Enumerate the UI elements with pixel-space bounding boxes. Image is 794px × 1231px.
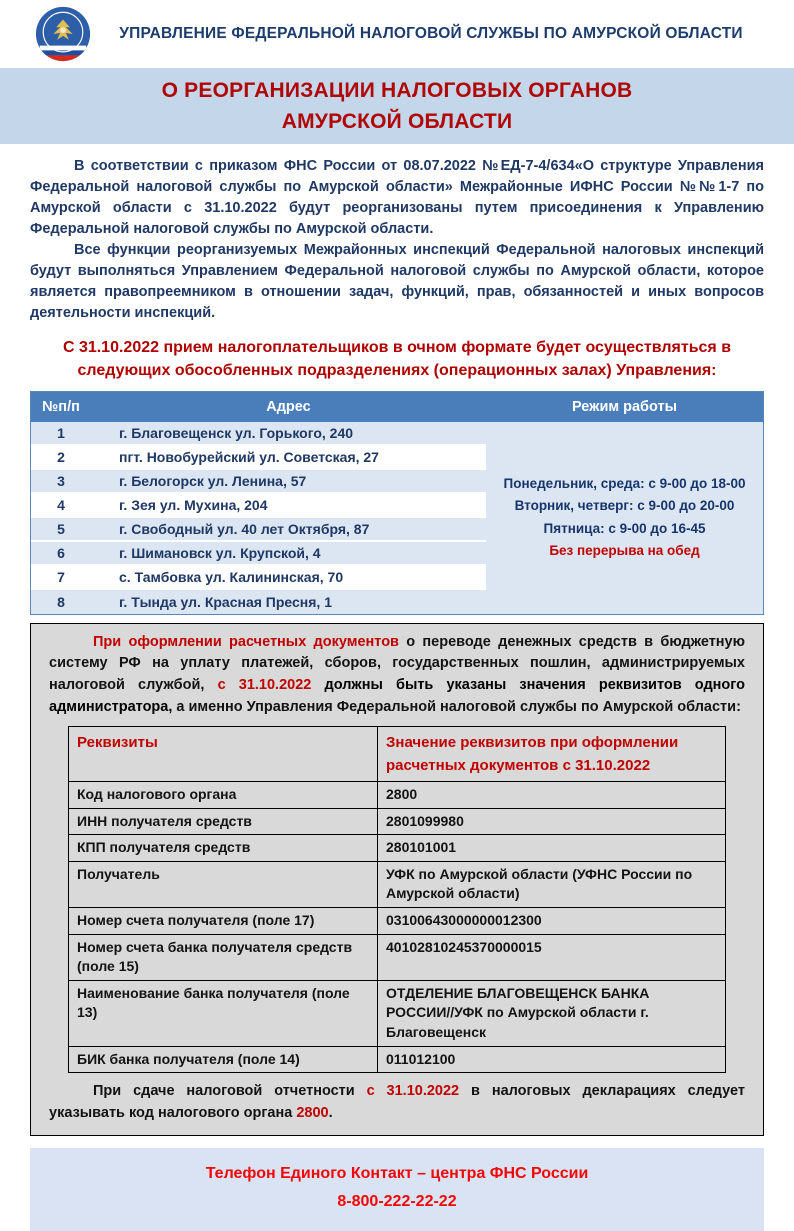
office-address: г. Шимановск ул. Крупской, 4 [119, 544, 321, 561]
closing-red-1: с 31.10.2022 [366, 1083, 460, 1100]
office-address: г. Благовещенск ул. Горького, 240 [119, 424, 354, 441]
requisite-value: УФК по Амурской области (УФНС России по Амурской области) [378, 861, 726, 907]
contact-center-label: Телефон Единого Контакт – центра ФНС России [205, 1164, 589, 1182]
requisite-value: 2801099980 [378, 808, 726, 835]
office-row [31, 566, 486, 590]
requisite-value: 2800 [378, 782, 726, 809]
office-num: 5 [57, 520, 65, 537]
requisite-label: БИК банка получателя (поле 14) [69, 1046, 378, 1073]
footer-banner [30, 1148, 764, 1231]
office-row [31, 542, 486, 566]
requisite-value: ОТДЕЛЕНИЕ БЛАГОВЕЩЕНСК БАНКА РОССИИ//УФК по Амурской области г. Благовещенск [378, 980, 726, 1046]
office-address: пгт. Новобурейский ул. Советская, 27 [119, 448, 379, 465]
office-row [31, 446, 486, 470]
requisite-row [69, 934, 726, 980]
requisite-label: ИНН получателя средств [69, 808, 378, 835]
office-row [31, 518, 486, 542]
office-num: 4 [57, 496, 65, 513]
office-num: 1 [57, 424, 65, 441]
reception-heading: С 31.10.2022 прием налогоплательщиков в очном формате будет осуществляться в следующих обособленных подразделениях (операционных залах) Управления: [62, 339, 732, 380]
office-row [31, 590, 486, 614]
requisite-label: КПП получателя средств [69, 835, 378, 862]
office-row [31, 422, 486, 446]
requisites-header-label: Реквизиты [69, 726, 378, 782]
requisite-row [69, 980, 726, 1046]
col-header-num: №п/п [42, 398, 80, 415]
requisite-label: Получатель [69, 861, 378, 907]
requisites-header-value: Значение реквизитов при оформлении расчетных документов с 31.10.2022 [378, 726, 726, 782]
requisite-label: Наименование банка получателя (поле 13) [69, 980, 378, 1046]
requisites-table [68, 726, 726, 1074]
office-address: г. Тында ул. Красная Пресня, 1 [119, 593, 332, 610]
closing-text-3: . [328, 1104, 333, 1121]
requisite-row [69, 782, 726, 809]
office-row [31, 470, 486, 494]
requisite-value: 280101001 [378, 835, 726, 862]
payment-intro-red-2: с 31.10.2022 [217, 677, 312, 693]
title-banner [0, 68, 794, 144]
offices-table [30, 391, 764, 615]
payment-intro-bold-1: должны быть указаны значения реквизитов одного администратора, [49, 677, 745, 715]
requisite-row [69, 1046, 726, 1073]
offices-table-header [31, 392, 763, 422]
requisite-label: Номер счета получателя (поле 17) [69, 907, 378, 934]
office-address: г. Зея ул. Мухина, 204 [119, 496, 268, 513]
requisite-row [69, 808, 726, 835]
payment-intro-paragraph [49, 632, 745, 719]
schedule-line-2: Вторник, четверг: с 9-00 до 20-00 [514, 498, 735, 514]
intro-paragraph-2: Все функции реорганизуемых Межрайонных инспекций Федеральной налоговых инспекций будут выполняться Управлением Федеральной налоговой службы по Амурской области, которое является правопреемником в отношении задач, функций, прав, обязанностей и иных вопросов деятельности инспекций. [30, 242, 764, 322]
schedule-line-3: Пятница: с 9-00 до 16-45 [543, 520, 706, 536]
contact-center-phone: 8-800-222-22-22 [337, 1193, 457, 1211]
requisites-header-row [69, 726, 726, 782]
office-num: 3 [57, 472, 65, 489]
requisite-row [69, 861, 726, 907]
schedule-cell [486, 422, 763, 614]
requisite-label: Номер счета банка получателя средств (поле 15) [69, 934, 378, 980]
header [0, 0, 794, 68]
requisite-value: 011012100 [378, 1046, 726, 1073]
intro-section [0, 144, 794, 383]
payment-intro-text-1: о переводе денежных средств в бюджетную систему РФ на уплату платежей, сборов, государственных пошлин, администрируемых налоговой службой, [49, 633, 745, 693]
office-num: 7 [57, 568, 65, 585]
schedule-line-1: Понедельник, среда: с 9-00 до 18-00 [503, 475, 746, 491]
requisite-label: Код налогового органа [69, 782, 378, 809]
office-address: г. Белогорск ул. Ленина, 57 [119, 472, 307, 489]
closing-red-2: 2800 [296, 1104, 329, 1121]
requisite-row [69, 907, 726, 934]
office-address: г. Свободный ул. 40 лет Октября, 87 [119, 520, 370, 537]
office-num: 8 [57, 593, 65, 610]
closing-text-2: в налоговых декларациях следует указывать код налогового органа [49, 1083, 745, 1121]
payment-intro-red-1: При оформлении расчетных документов [93, 633, 399, 650]
col-header-address: Адрес [266, 398, 311, 415]
org-title: УПРАВЛЕНИЕ ФЕДЕРАЛЬНОЙ НАЛОГОВОЙ СЛУЖБЫ ПО АМУРСКОЙ ОБЛАСТИ [119, 25, 743, 42]
col-header-schedule: Режим работы [572, 398, 677, 415]
office-row [31, 494, 486, 518]
payment-intro-text-2: а именно Управления Федеральной налоговой службы по Амурской области: [172, 698, 741, 715]
requisite-value: 40102810245370000015 [378, 934, 726, 980]
offices-list [31, 422, 486, 614]
requisite-row [69, 835, 726, 862]
requisite-value: 03100643000000012300 [378, 907, 726, 934]
schedule-no-break-note: Без перерыва на обед [549, 542, 700, 558]
office-num: 6 [57, 544, 65, 561]
banner-title-line2: АМУРСКОЙ ОБЛАСТИ [281, 110, 513, 133]
closing-text-1: При сдаче налоговой отчетности [93, 1083, 367, 1100]
office-address: с. Тамбовка ул. Калининская, 70 [119, 568, 344, 585]
office-num: 2 [57, 448, 65, 465]
fns-logo-icon [34, 5, 92, 63]
payment-box [30, 623, 764, 1136]
closing-paragraph [49, 1081, 745, 1125]
offices-table-body [31, 422, 763, 614]
banner-title-line1: О РЕОРГАНИЗАЦИИ НАЛОГОВЫХ ОРГАНОВ [161, 78, 633, 102]
intro-paragraph-1: В соответствии с приказом ФНС России от 08.07.2022 №ЕД-7-4/634«О структуре Управления Федеральной налоговой службы по Амурской области» Межрайонные ИФНС России №№1-7 по Амурской области с 31.10.2022 будут реорганизованы путем присоединения к Управлению Федеральной налоговой службы по Амурской области. [30, 158, 764, 238]
